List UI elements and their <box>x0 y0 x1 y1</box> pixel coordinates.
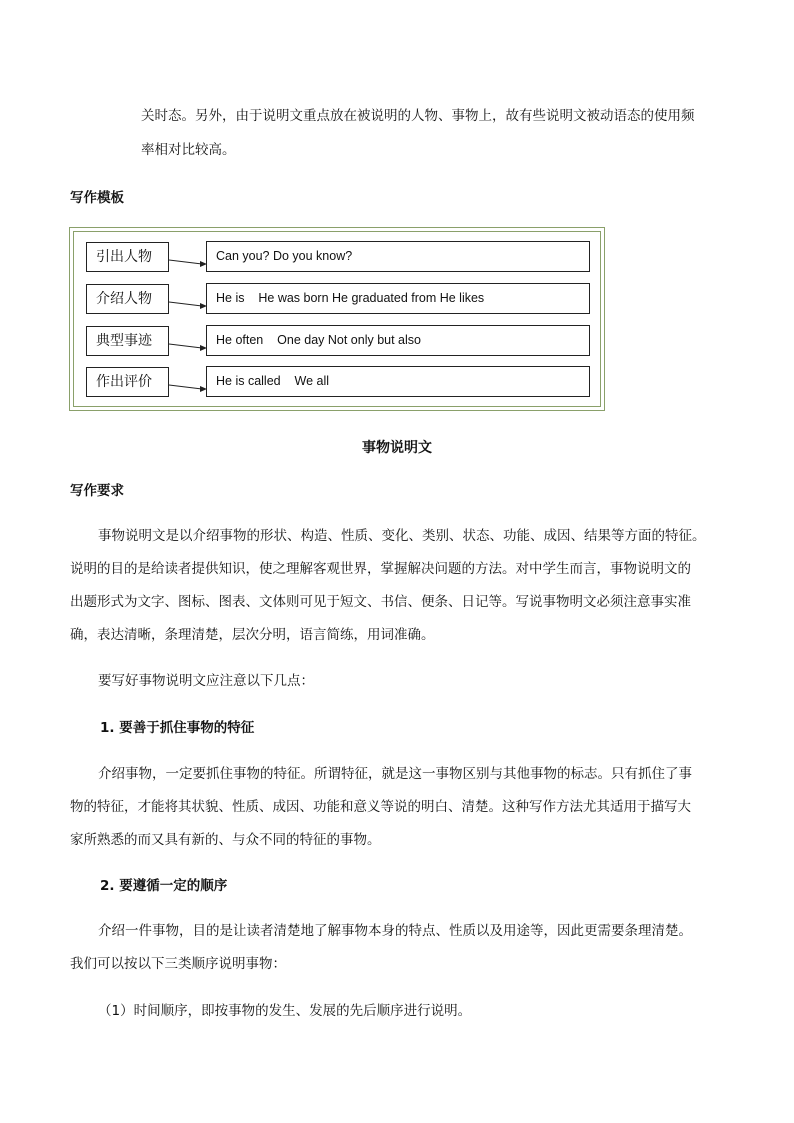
section-title: 事物说明文 <box>362 440 432 456</box>
paragraph-line: 事物说明文是以介绍事物的形状、构造、性质、变化、类别、状态、功能、成因、结果等方面的特征。 <box>98 528 706 544</box>
template-label-introduce: 引出人物 <box>86 242 169 272</box>
paragraph-line: 说明的目的是给读者提供知识，使之理解客观世界，掌握解决问题的方法。对中学生而言，事物说明文的 <box>70 561 691 577</box>
intro-line-2: 率相对比较高。 <box>141 142 236 158</box>
arrow-icon <box>169 341 207 355</box>
template-content-deeds: He often One day Not only but also <box>206 325 590 356</box>
point-2-heading: 2. 要遵循一定的顺序 <box>100 878 228 894</box>
template-content-describe: He is He was born He graduated from He likes <box>206 283 590 314</box>
paragraph-line: 我们可以按以下三类顺序说明事物： <box>70 956 286 972</box>
paragraph-line: 介绍事物，一定要抓住事物的特征。所谓特征，就是这一事物区别与其他事物的标志。只有抓住了事 <box>98 766 692 782</box>
paragraph-line: 物的特征，才能将其状貌、性质、成因、功能和意义等说的明白、清楚。这种写作方法尤其适用于描写大 <box>70 799 691 815</box>
arrow-icon <box>169 257 207 271</box>
paragraph-line: 介绍一件事物，目的是让读者清楚地了解事物本身的特点、性质以及用途等，因此更需要条理清楚。 <box>98 923 692 939</box>
template-label-describe: 介绍人物 <box>86 284 169 314</box>
template-content-introduce: Can you? Do you know? <box>206 241 590 272</box>
paragraph-line: 要写好事物说明文应注意以下几点： <box>98 673 314 689</box>
template-content-evaluate: He is called We all <box>206 366 590 397</box>
list-item: （1）时间顺序，即按事物的发生、发展的先后顺序进行说明。 <box>98 1003 472 1019</box>
arrow-icon <box>169 299 207 313</box>
paragraph-line: 确，表达清晰，条理清楚，层次分明，语言简练，用词准确。 <box>70 627 435 643</box>
intro-line-1: 关时态。另外，由于说明文重点放在被说明的人物、事物上，故有些说明文被动语态的使用频 <box>141 108 695 124</box>
paragraph-line: 家所熟悉的而又具有新的、与众不同的特征的事物。 <box>70 832 381 848</box>
arrow-icon <box>169 382 207 396</box>
template-label-evaluate: 作出评价 <box>86 367 169 397</box>
requirements-heading: 写作要求 <box>70 483 124 499</box>
point-1-heading: 1. 要善于抓住事物的特征 <box>100 720 255 736</box>
template-heading: 写作模板 <box>70 190 124 206</box>
template-label-deeds: 典型事迹 <box>86 326 169 356</box>
paragraph-line: 出题形式为文字、图标、图表、文体则可见于短文、书信、便条、日记等。写说事物明文必须注意事实准 <box>70 594 691 610</box>
